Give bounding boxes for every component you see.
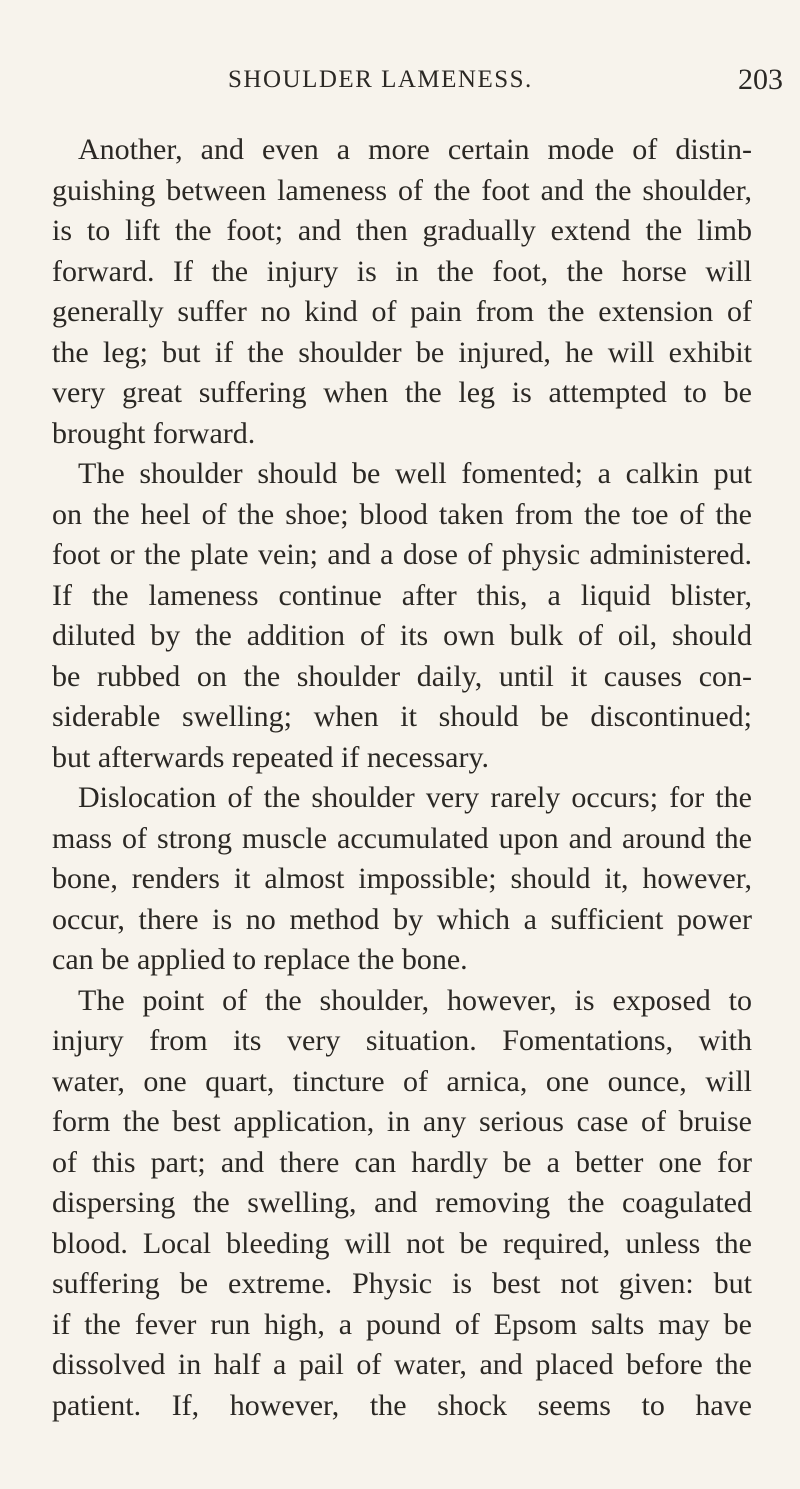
body-text (52, 130, 752, 1426)
text-line: form the best application, in any serious case of bruise (52, 1105, 752, 1138)
text-line: of this part; and there can hardly be a better one for (52, 1145, 752, 1179)
text-line: foot or the plate vein; and a dose of physic administered. (52, 538, 752, 571)
text-line: if the fever run high, a pound of Epsom salts may be (52, 1307, 752, 1341)
page-number: 203 (738, 63, 783, 96)
text-line: dispersing the swelling, and removing the coagulated (52, 1186, 752, 1219)
text-line: mass of strong muscle accumulated upon and around the (52, 821, 752, 855)
running-head (0, 60, 800, 100)
text-line: can be applied to replace the bone. (52, 943, 468, 976)
text-line: brought forward. (52, 416, 256, 450)
text-line: diluted by the addition of its own bulk of oil, should (52, 619, 752, 652)
text-line: bone, renders it almost impossible; should it, however, (52, 862, 752, 895)
text-line: very great suffering when the leg is attempted to be (52, 376, 752, 409)
text-line: dissolved in half a pail of water, and placed before the (52, 1348, 752, 1381)
text-line: be rubbed on the shoulder daily, until it causes con- (52, 659, 752, 693)
text-line: blood. Local bleeding will not be required, unless the (52, 1226, 752, 1260)
text-line: forward. If the injury is in the foot, the horse will (52, 254, 752, 288)
running-title: SHOULDER LAMENESS. (228, 66, 533, 93)
text-line: If the lameness continue after this, a liquid blister, (52, 578, 752, 612)
text-line: water, one quart, tincture of arnica, one ounce, will (52, 1064, 752, 1098)
text-line: The point of the shoulder, however, is exposed to (78, 983, 752, 1017)
text-line: but afterwards repeated if necessary. (52, 740, 489, 774)
text-line: the leg; but if the shoulder be injured, he will exhibit (52, 335, 752, 369)
text-line: suffering be extreme. Physic is best not given: but (52, 1267, 752, 1300)
text-line: injury from its very situation. Fomentations, with (52, 1024, 752, 1057)
text-line: generally suffer no kind of pain from the extension of (52, 295, 752, 328)
text-line: occur, there is no method by which a sufficient power (52, 902, 752, 936)
text-line: Another, and even a more certain mode of distin- (78, 133, 752, 166)
text-line: patient. If, however, the shock seems to have (52, 1388, 752, 1422)
text-line: on the heel of the shoe; blood taken from the toe of the (52, 497, 752, 531)
text-line: is to lift the foot; and then gradually extend the limb (52, 214, 752, 247)
text-line: guishing between lameness of the foot and the shoulder, (52, 173, 752, 207)
text-line: Dislocation of the shoulder very rarely occurs; for the (78, 781, 752, 814)
text-line: siderable swelling; when it should be discontinued; (52, 700, 752, 733)
text-line: The shoulder should be well fomented; a calkin put (78, 457, 752, 490)
